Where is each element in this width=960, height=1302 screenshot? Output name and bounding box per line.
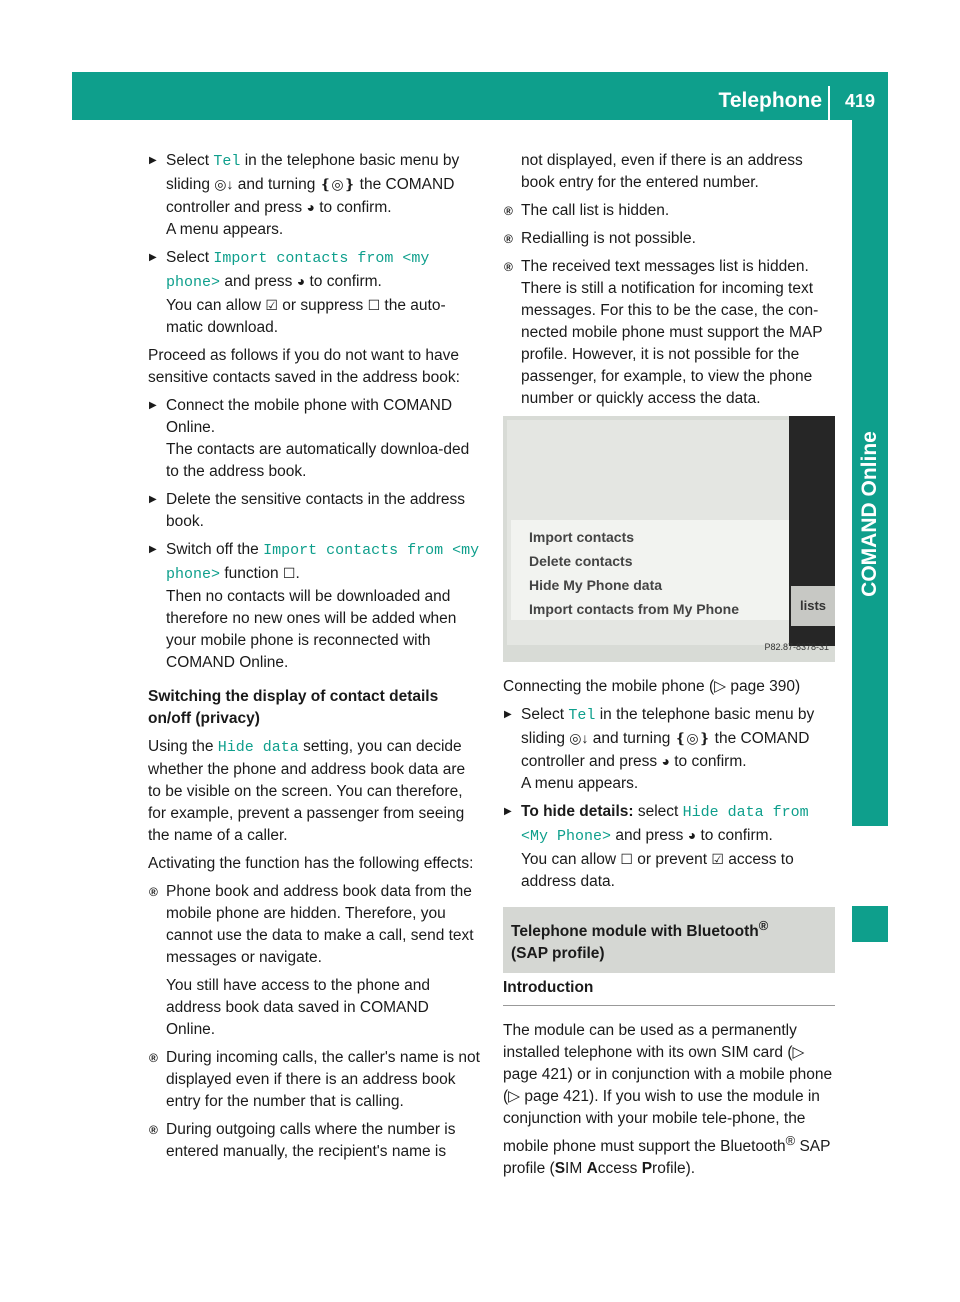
screen-menu — [511, 520, 793, 620]
bullet-item: ® Phone book and address book data from the mobile phone are hidden. Therefore, you cannot use the data to make a call, send text messages or navigate. — [148, 881, 482, 969]
hide-data-code: Hide data from <My Phone> — [521, 804, 809, 845]
left-column — [148, 150, 482, 1169]
tel-code: Tel — [568, 707, 596, 724]
paragraph: Using the Hide data setting, you can decide whether the phone and address book data are to be visible on the screen. You can therefore, for example, prevent a passenger from seeing the name of a caller. — [148, 738, 466, 844]
hide-data-code: Hide data — [217, 739, 299, 756]
step-select-tel: ▶ Select Tel in the telephone basic menu by sliding ◎↓ and turning ❴◎❵ the COMAND controller and press ◕ to confirm. A menu appears. — [503, 704, 835, 795]
bullet-continuation: not displayed, even if there is an address book entry for the entered number. — [521, 152, 803, 191]
press-icon: ◕ — [296, 273, 306, 289]
figure-code: P82.87-8378-31 — [764, 642, 829, 652]
step-hide-details: ▶ To hide details: select Hide data from <My Phone> and press ◕ to confirm. You can allow ☐ or prevent ☑ access to address data. — [503, 801, 835, 893]
screen-figure — [503, 416, 835, 662]
intro-heading: Introduction — [503, 977, 835, 1006]
section-box: Telephone module with Bluetooth® (SAP profile) — [503, 907, 835, 973]
press-icon: ◕ — [306, 199, 315, 215]
import-code: Import contacts from <my phone> — [166, 542, 480, 583]
bullet-item: ® During outgoing calls where the number is entered manually, the recipient's name is — [148, 1119, 482, 1163]
bullet-item: ® Redialling is not possible. — [503, 228, 835, 250]
menu-item: Import contacts from My Phone — [529, 601, 740, 617]
menu-item: Delete contacts — [529, 553, 633, 569]
section-heading: Switching the display of contact details on/off (privacy) — [148, 688, 439, 727]
step-switch-off: ▶ Switch off the Import contacts from <my phone> function ☐. Then no contacts will be downloaded and therefore no new ones will be added when your mobile phone is reconnected with COMAND Online. — [148, 539, 482, 674]
press-icon: ◕ — [687, 827, 697, 843]
paragraph: The module can be used as a permanently installed telephone with its own SIM card (▷ page 421) or in conjunction with a mobile phone (▷ page 421). If you wish to use the module in conjunction with your mobile tele-phone, the mobile phone must support the Bluetooth® SAP profile (SIM Access Profile). — [503, 1022, 833, 1178]
bullet-item: ® The received text messages list is hidden. There is still a notification for incoming text messages. For this to be the case, the con-nected mobile phone must support the MAP profile. However, it is not possible for the passenger, for example, to view the phone number or quickly access the data. — [503, 256, 835, 410]
unchecked-box-icon: ☐ — [282, 565, 296, 581]
step-connect: ▶ Connect the mobile phone with COMAND Online. The contacts are automatically downloa-ded to the address book. — [148, 395, 482, 483]
unchecked-box-icon: ☐ — [620, 851, 633, 867]
step-delete: ▶ Delete the sensitive contacts in the address book. — [148, 489, 482, 533]
unchecked-box-icon: ☐ — [367, 297, 381, 313]
turn-icon: ❴◎❵ — [319, 176, 356, 192]
slide-icon: ◎↓ — [214, 176, 234, 192]
menu-item: Import contacts — [529, 529, 635, 545]
tel-code: Tel — [213, 153, 241, 170]
step-import-contacts: ▶ Select Import contacts from <my phone> and press ◕ to confirm. You can allow ☑ or suppress ☐ the auto-matic download. — [148, 247, 482, 339]
menu-item: Hide My Phone data — [529, 577, 663, 593]
page-number: 419 — [844, 91, 876, 111]
screen-lists-label: lists — [791, 586, 835, 626]
step-select-tel: ▶ Select Tel in the telephone basic menu by sliding ◎↓ and turning ❴◎❵ the COMAND controller and press ◕ to confirm. A menu appears. — [148, 150, 482, 241]
import-code: Import contacts from <my phone> — [166, 250, 430, 291]
checked-box-icon: ☑ — [711, 851, 724, 867]
checked-box-icon: ☑ — [265, 297, 278, 313]
header-title: Telephone — [718, 89, 822, 112]
bullet-item: ® The call list is hidden. — [503, 200, 835, 222]
right-column — [503, 150, 835, 1186]
paragraph: Activating the function has the following effects: — [148, 855, 474, 872]
figure-caption: Connecting the mobile phone (▷ page 390) — [503, 678, 801, 695]
press-icon: ◕ — [661, 753, 670, 769]
paragraph: Proceed as follows if you do not want to have sensitive contacts saved in the address book: — [148, 347, 460, 386]
turn-icon: ❴◎❵ — [674, 730, 711, 746]
page-header — [72, 72, 888, 120]
bullet-continuation: You still have access to the phone and address book data saved in COMAND Online. — [166, 977, 430, 1038]
side-tab-marker — [852, 906, 888, 942]
header-divider — [828, 86, 830, 120]
slide-icon: ◎↓ — [569, 730, 589, 746]
bullet-item: ® During incoming calls, the caller's name is not displayed even if there is an address book entry for the number that is calling. — [148, 1047, 482, 1113]
side-tab-label: COMAND Online — [858, 431, 881, 597]
